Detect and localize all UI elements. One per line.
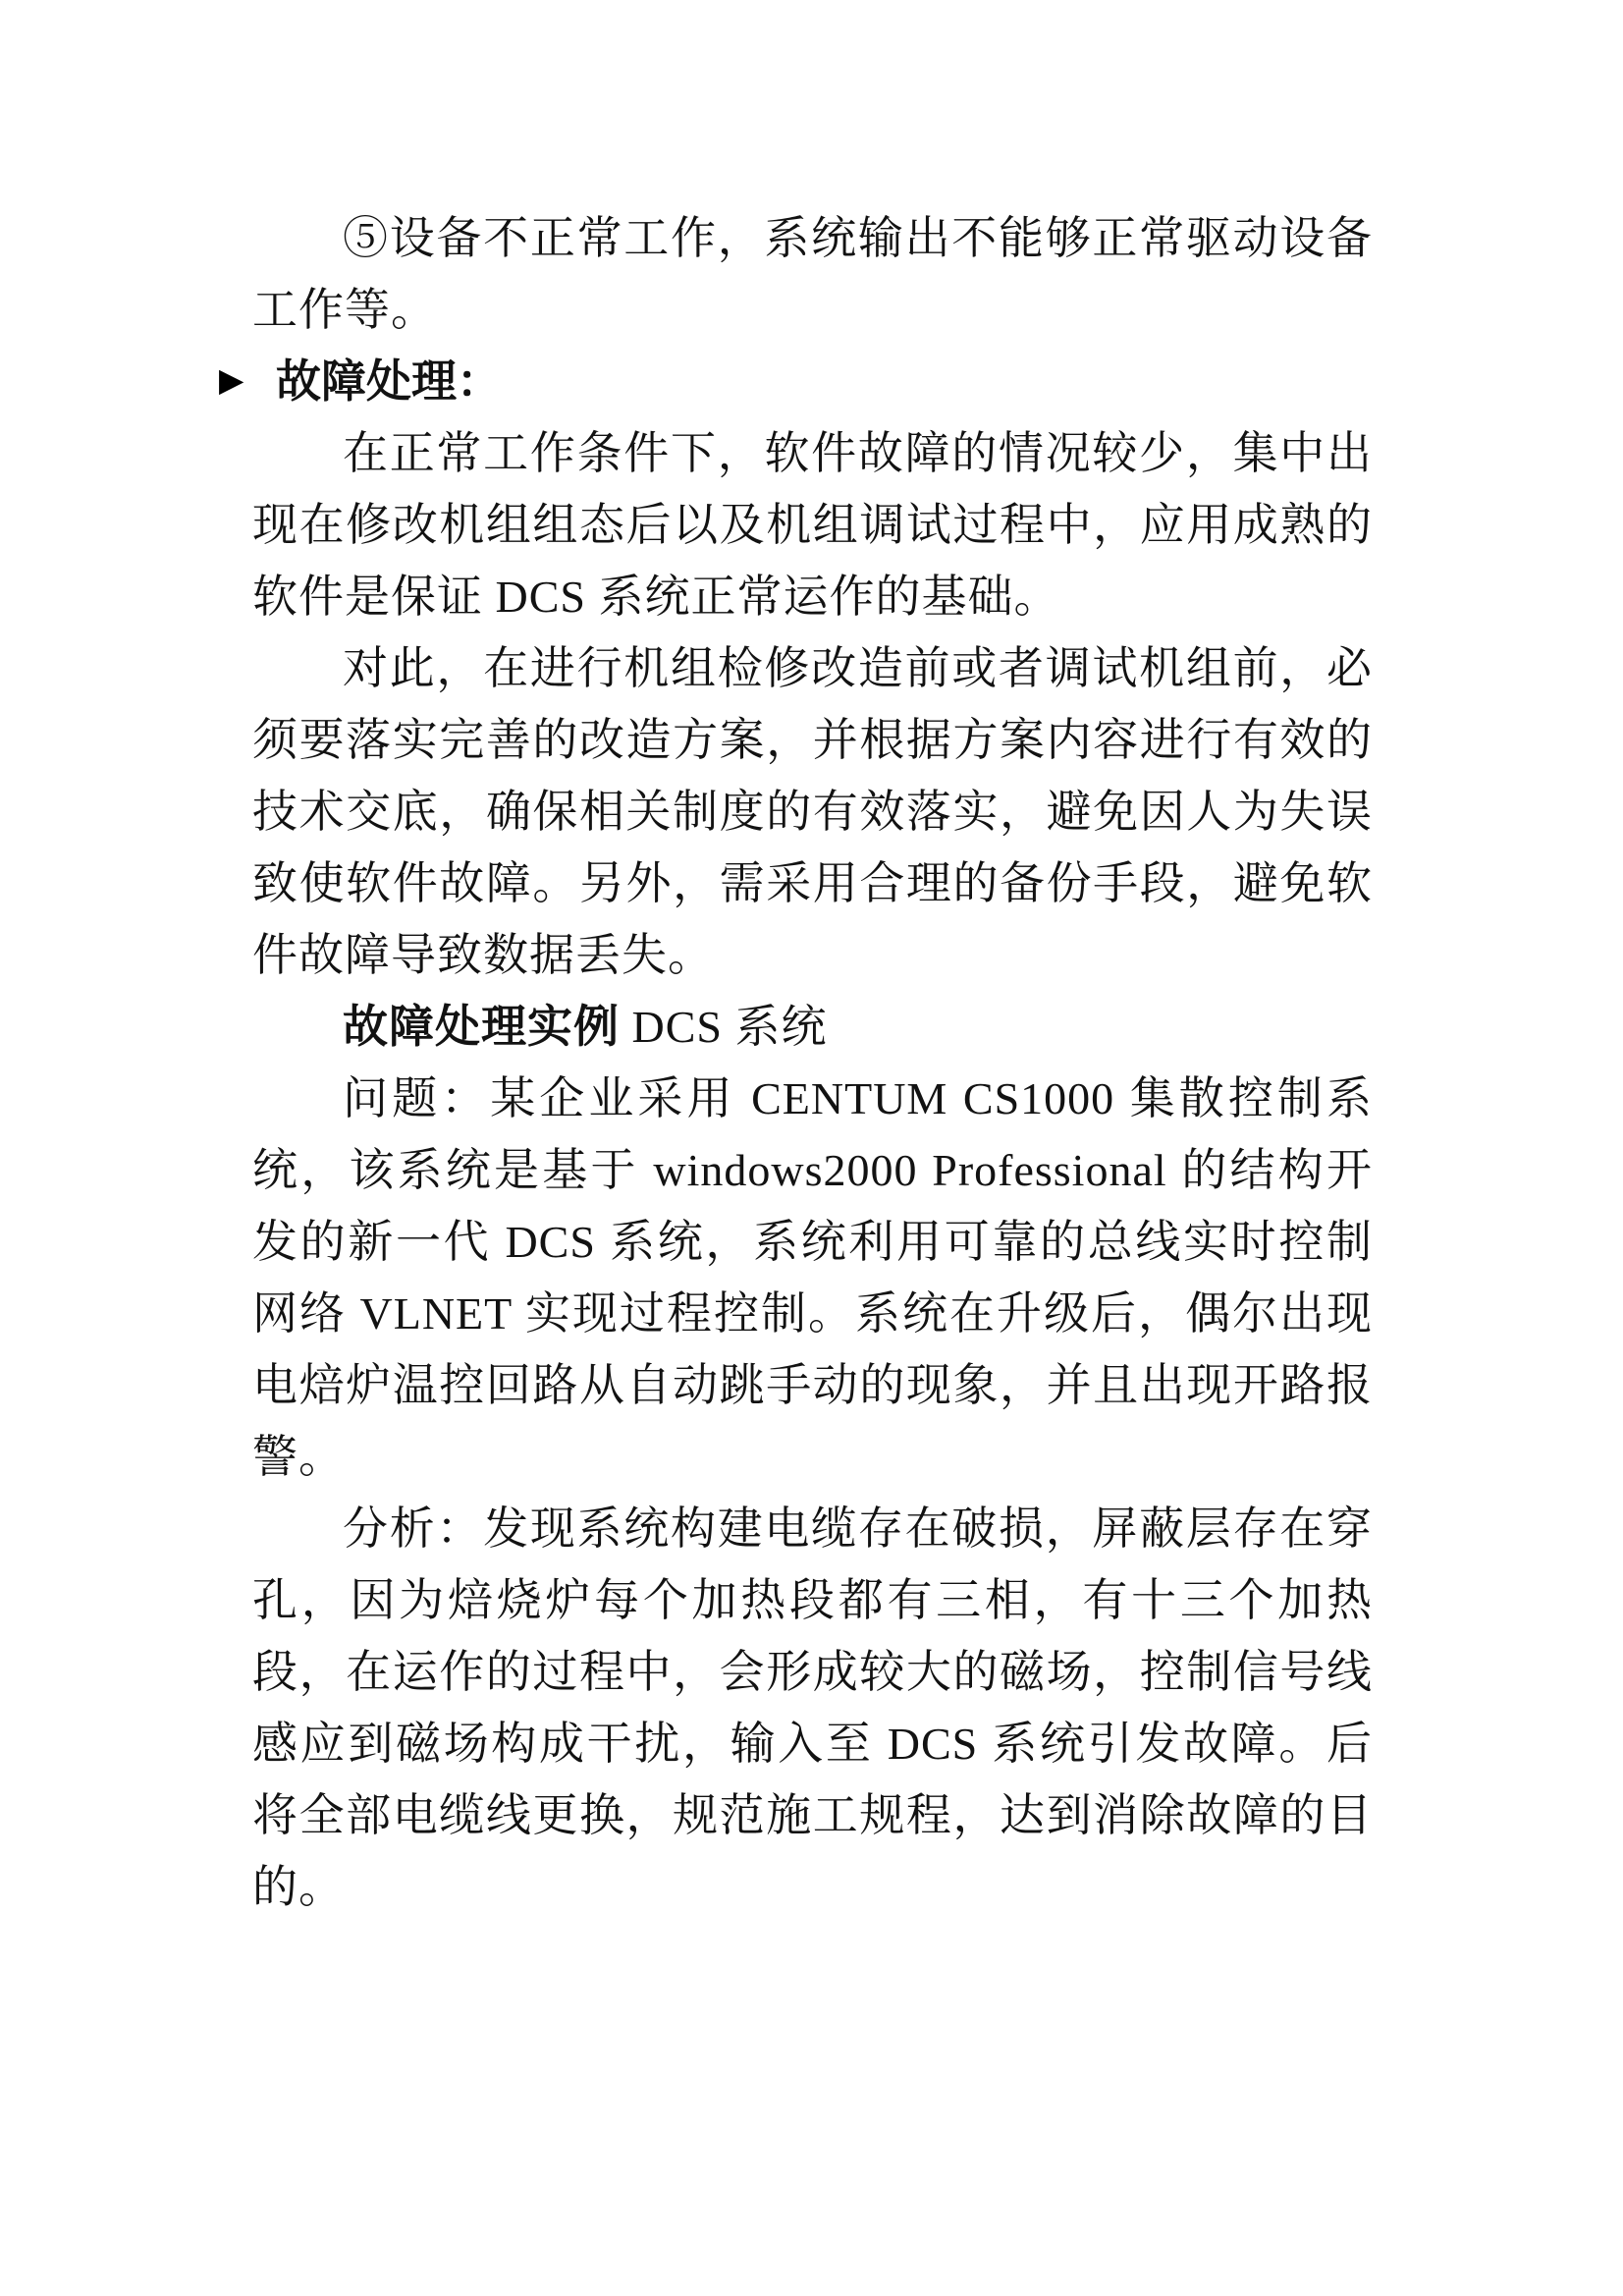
paragraph-normal-conditions bbox=[252, 417, 1373, 632]
paragraph-problem-text: 问题：某企业采用 CENTUM CS1000 集散控制系统，该系统是基于 windows2000 Professional 的结构开发的新一代 DCS 系统，系统利用可靠的总线实时控制网络 VLNET 实现过程控制。系统在升级后，偶尔出现电焙炉温控回路从自动跳手动的现象，并且出现开路报警。 bbox=[252, 1073, 1373, 1482]
paragraph-problem bbox=[252, 1063, 1373, 1493]
paragraph-countermeasures-text: 对此，在进行机组检修改造前或者调试机组前，必须要落实完善的改造方案，并根据方案内容进行有效的技术交底，确保相关制度的有效落实，避免因人为失误致使软件故障。另外，需采用合理的备份手段，避免软件故障导致数据丢失。 bbox=[252, 643, 1373, 980]
paragraph-equipment-issue bbox=[252, 202, 1373, 346]
paragraph-equipment-issue-text: ⑤设备不正常工作，系统输出不能够正常驱动设备工作等。 bbox=[252, 213, 1373, 335]
paragraph-analysis bbox=[252, 1493, 1373, 1923]
heading-fault-handling: 故障处理： bbox=[276, 356, 502, 407]
example-title-bold: 故障处理实例 bbox=[343, 1002, 620, 1052]
paragraph-normal-conditions-text: 在正常工作条件下，软件故障的情况较少，集中出现在修改机组组态后以及机组调试过程中，应用成熟的软件是保证 DCS 系统正常运作的基础。 bbox=[252, 428, 1373, 622]
paragraph-analysis-text: 分析：发现系统构建电缆存在破损，屏蔽层存在穿孔，因为焙烧炉每个加热段都有三相，有十三个加热段，在运作的过程中，会形成较大的磁场，控制信号线感应到磁场构成干扰，输入至 DCS 系统引发故障。后将全部电缆线更换，规范施工规程，达到消除故障的目的。 bbox=[252, 1503, 1373, 1912]
paragraph-countermeasures bbox=[252, 632, 1373, 991]
bullet-heading-row bbox=[219, 346, 1373, 417]
example-title-row bbox=[252, 991, 1373, 1063]
triangle-bullet-icon: ▶ bbox=[219, 363, 244, 399]
example-title-suffix: DCS 系统 bbox=[620, 1002, 828, 1052]
